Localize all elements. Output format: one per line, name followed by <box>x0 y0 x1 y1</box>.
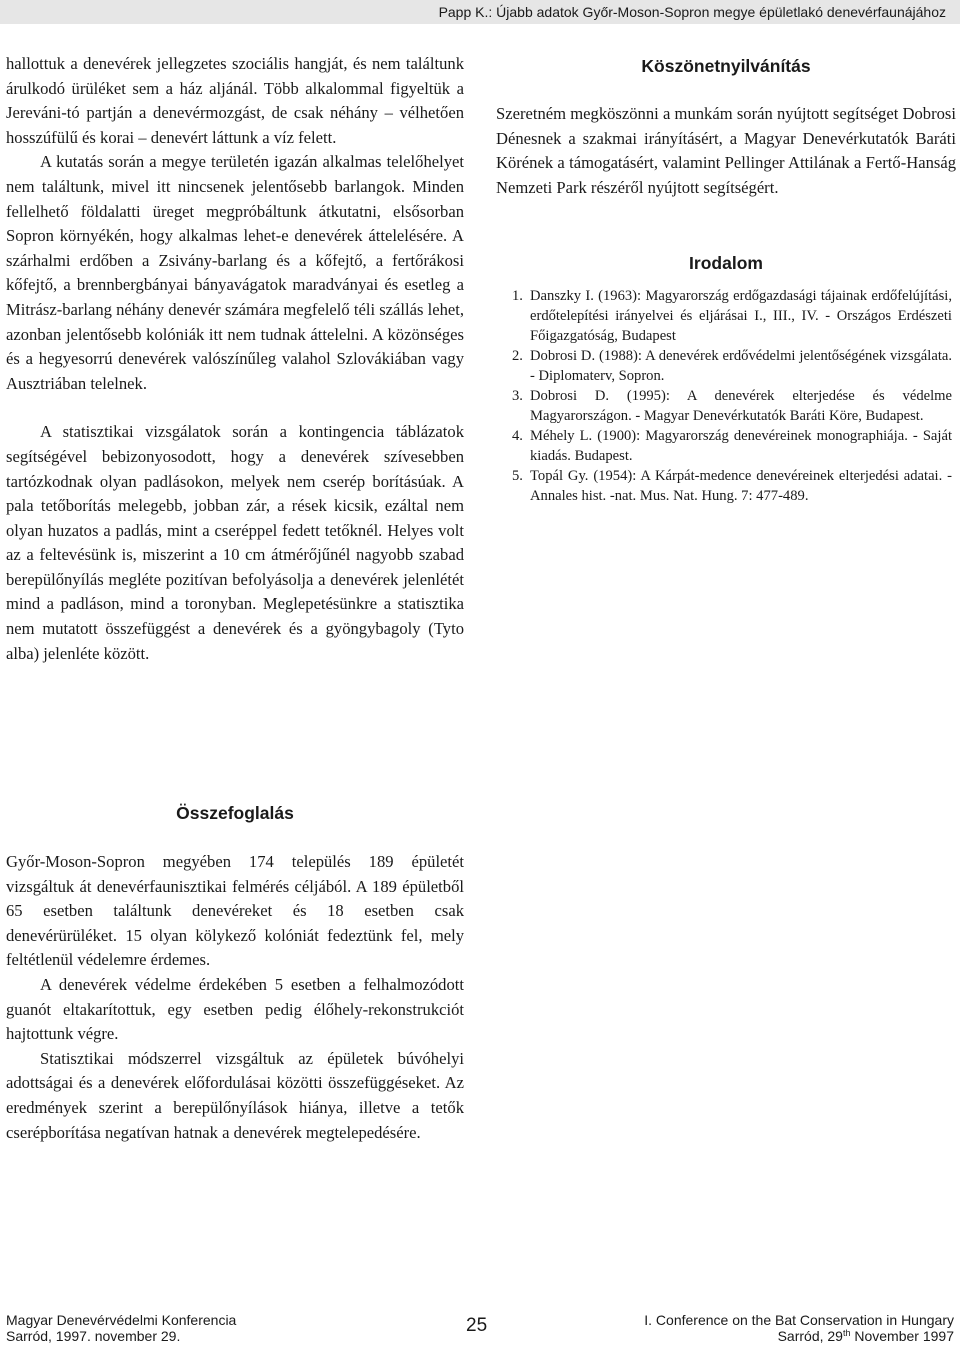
summary-section <box>6 800 464 1145</box>
reference-item <box>496 386 956 426</box>
reference-number: 1. <box>512 288 523 305</box>
footer-date-en-sup: th <box>842 1328 851 1338</box>
reference-number: 4. <box>512 428 523 445</box>
reference-item <box>496 466 956 506</box>
summary-paragraph: Statisztikai módszerrel vizsgáltuk az épületek búvóhelyi adottságai és a denevérek előfordulásai közötti összefüggéseket. Az eredmények szerint a berepülőnyílások hiánya, illetve a tetők cserépborítása negatívan hatnak a denevérek megtelepedésére. <box>6 1048 464 1142</box>
reference-text: Danszky I. (1963): Magyarország erdőgazdasági tájainak erdőfelújítási, erdőtelepítési irányelvei és eljárásai I., III., IV. - Országos Erdészeti Főigazgatóság, Budapest <box>530 288 952 345</box>
body-paragraph: A statisztikai vizsgálatok során a kontingencia táblázatok segítségével bebizonyosodott, hogy a denevérek szívesebben tartózkodnak olyan padlásokon, melyek nem cserép borításúak. A pala tetőborítás melegebb, jobban zár, a rések kicsik, ezáltal nem olyan huzatos a padlás, mint a cseréppel fedett tetőknél. Helyes volt az a feltevésünk is, miszerint a 10 cm átmérőjűnél nagyobb szabad berepülőnyílás megléte pozitívan befolyásolja a denevérek jelenlétét mind a padláson, mind a toronyban. Meglepetésünkre a statisztika nem mutatott összefüggést a denevérek és a gyöngybagoly (Tyto alba) jelenléte között. <box>6 422 464 663</box>
reference-text: Topál Gy. (1954): A Kárpát-medence denevéreinek elterjedési adatai. - Annales hist. -nat. Mus. Nat. Hung. 7: 477-489. <box>530 468 952 505</box>
footer-date-en-a: Sarród, 29 <box>777 1328 843 1344</box>
right-column <box>496 52 956 506</box>
footer-conference-en: I. Conference on the Bat Conservation in Hungary <box>644 1312 954 1328</box>
body-paragraph: A kutatás során a megye területén igazán alkalmas telelőhelyet nem találtunk, mivel itt nincsenek jelentősebb barlangok. Minden fellelhető földalatti üreget megpróbáltunk átkutatni, elsősorban Sopron környékén, hogy alkalmas lehet-e denevérek áttelelésére. A szárhalmi erdőben a Zsivány-barlang és a kőfejtő, a fertőrákosi kőfejtő, a brennbergbányai bányavágatok maradványai és esetleg a Mitrász-barlang néhány denevér számára megfelelő téli szállás lehet, azonban jelentősebb kolóniák itt nem tudnak áttelelni. A közönséges és a hegyesorrú denevérek valószínűleg valahol Szlovákiában vagy Ausztriában telelnek. <box>6 152 464 393</box>
footer-date-en-b: November 1997 <box>850 1328 954 1344</box>
running-head <box>0 0 960 24</box>
body-paragraph: hallottuk a denevérek jellegzetes szociális hangját, és nem találtunk árulkodó ürüléket sem a ház aljánál. Több alkalommal figyeltük a Jereváni-tó partján a denevérmozgást, de csak néhány – vélhetően hosszúfülű és korai – denevért láttunk a víz felett. <box>6 54 464 147</box>
reference-item <box>496 346 956 386</box>
left-column <box>6 52 464 666</box>
footer-conference-hu: Magyar Denevérvédelmi Konferencia <box>6 1312 237 1328</box>
page-number: 25 <box>466 1315 488 1336</box>
page-footer <box>0 1312 960 1344</box>
summary-title: Összefoglalás <box>176 803 294 823</box>
summary-paragraph: Győr-Moson-Sopron megyében 174 település 189 épületét vizsgáltuk át denevérfaunisztikai felmérés céljából. A 189 épületből 65 esetben találtunk denevéreket és 18 esetben csak denevérürüléket. 15 olyan kölykező kolóniát fedeztünk fel, mely feltétlenül védelemre érdemes. <box>6 852 464 970</box>
acknowledgements-text: Szeretném megköszönni a munkám során nyújtott segítséget Dobrosi Dénesnek a szakmai irányításért, a Magyar Denevérkutatók Baráti Körének a támogatásért, valamint Pellinger Attilának a Fertő-Hanság Nemzeti Park részéről nyújtott segítségért. <box>496 104 956 197</box>
reference-item <box>496 286 956 346</box>
reference-text: Dobrosi D. (1995): A denevérek elterjedése és védelme Magyarországon. - Magyar Denevérkutatók Baráti Köre, Budapest. <box>530 388 952 425</box>
footer-date-en <box>644 1328 954 1344</box>
acknowledgements-title: Köszönetnyilvánítás <box>641 56 811 76</box>
summary-paragraph: A denevérek védelme érdekében 5 esetben a felhalmozódott guanót eltakarítottuk, egy esetben pedig élőhely-rekonstrukciót hajtottunk végre. <box>6 974 464 1044</box>
footer-right <box>644 1312 954 1344</box>
reference-number: 3. <box>512 388 523 405</box>
running-head-text: Papp K.: Újabb adatok Győr-Moson-Sopron megye épületlakó denevérfaunájához <box>438 4 946 20</box>
literature-title: Irodalom <box>689 253 763 274</box>
reference-item <box>496 426 956 466</box>
footer-date-hu: Sarród, 1997. november 29. <box>6 1328 181 1344</box>
reference-text: Méhely L. (1900): Magyarország denevéreinek monographiája. - Saját kiadás. Budapest. <box>530 428 952 465</box>
reference-text: Dobrosi D. (1988): A denevérek erdővédelmi jelentőségének vizsgálata. - Diplomaterv, Sopron. <box>530 348 952 385</box>
reference-number: 5. <box>512 468 523 485</box>
reference-list <box>496 286 956 506</box>
reference-number: 2. <box>512 348 523 365</box>
footer-left <box>6 1312 236 1344</box>
